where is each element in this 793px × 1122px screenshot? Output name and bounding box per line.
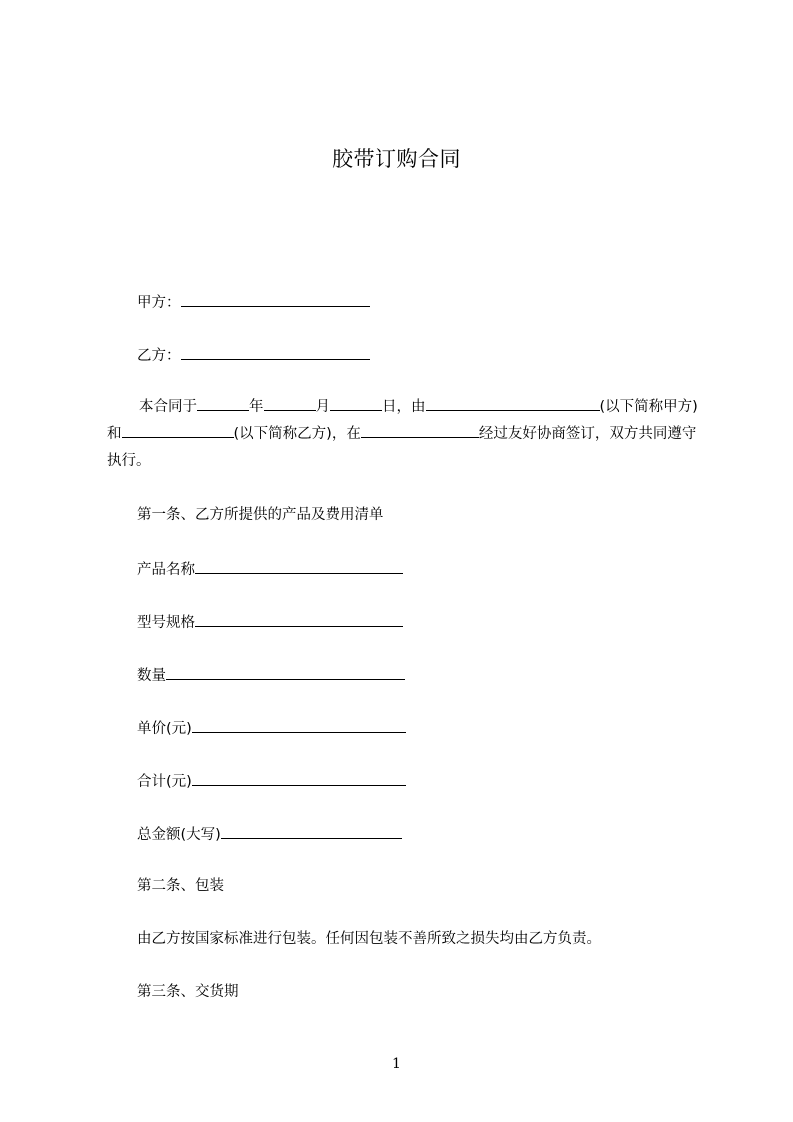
intro-text-5: (以下简称甲方)和 <box>107 399 698 442</box>
month-blank[interactable] <box>264 396 316 411</box>
party-b-label: 乙方： <box>137 348 181 364</box>
document-title: 胶带订购合同 <box>332 147 461 171</box>
product-name-label: 产品名称 <box>137 562 195 578</box>
model-spec-blank[interactable] <box>195 612 403 627</box>
model-spec-line <box>137 612 403 632</box>
page-number: 1 <box>392 1056 401 1072</box>
total-upper-label: 总金额(大写) <box>137 827 221 843</box>
party-b-blank[interactable] <box>181 345 370 360</box>
party-a-label: 甲方： <box>137 295 181 311</box>
total-upper-line <box>137 824 402 844</box>
quantity-blank[interactable] <box>166 665 405 680</box>
product-name-line <box>137 559 403 579</box>
party-a-blank[interactable] <box>181 292 370 307</box>
intro-text-1: 本合同于 <box>139 399 197 415</box>
model-spec-label: 型号规格 <box>137 615 195 631</box>
intro-text-3: 月 <box>315 399 330 415</box>
article2-body: 由乙方按国家标准进行包装。任何因包装不善所致之损失均由乙方负责。 <box>137 931 601 947</box>
quantity-line <box>137 665 405 685</box>
intro-paragraph <box>107 394 702 475</box>
location-blank[interactable] <box>361 423 479 438</box>
article3-heading: 第三条、交货期 <box>137 984 239 1000</box>
party-a-name-blank[interactable] <box>426 396 600 411</box>
intro-text-2: 年 <box>249 399 264 415</box>
party-a-line <box>137 292 370 312</box>
quantity-label: 数量 <box>137 668 166 684</box>
party-b-line <box>137 345 370 365</box>
intro-text-4: 日，由 <box>382 399 426 415</box>
unit-price-label: 单价(元) <box>137 721 192 737</box>
total-upper-blank[interactable] <box>221 824 402 839</box>
intro-text-7: 经过友好协商签订，双方共同遵守执行。 <box>107 426 697 469</box>
total-line <box>137 771 406 791</box>
year-blank[interactable] <box>197 396 249 411</box>
article1-heading: 第一条、乙方所提供的产品及费用清单 <box>137 507 384 523</box>
party-b-name-blank[interactable] <box>122 423 234 438</box>
total-label: 合计(元) <box>137 774 192 790</box>
article2-heading: 第二条、包装 <box>137 878 224 894</box>
intro-text-6: (以下简称乙方)，在 <box>233 426 361 442</box>
day-blank[interactable] <box>330 396 382 411</box>
total-blank[interactable] <box>192 771 406 786</box>
product-name-blank[interactable] <box>195 559 403 574</box>
unit-price-blank[interactable] <box>192 718 406 733</box>
unit-price-line <box>137 718 406 738</box>
